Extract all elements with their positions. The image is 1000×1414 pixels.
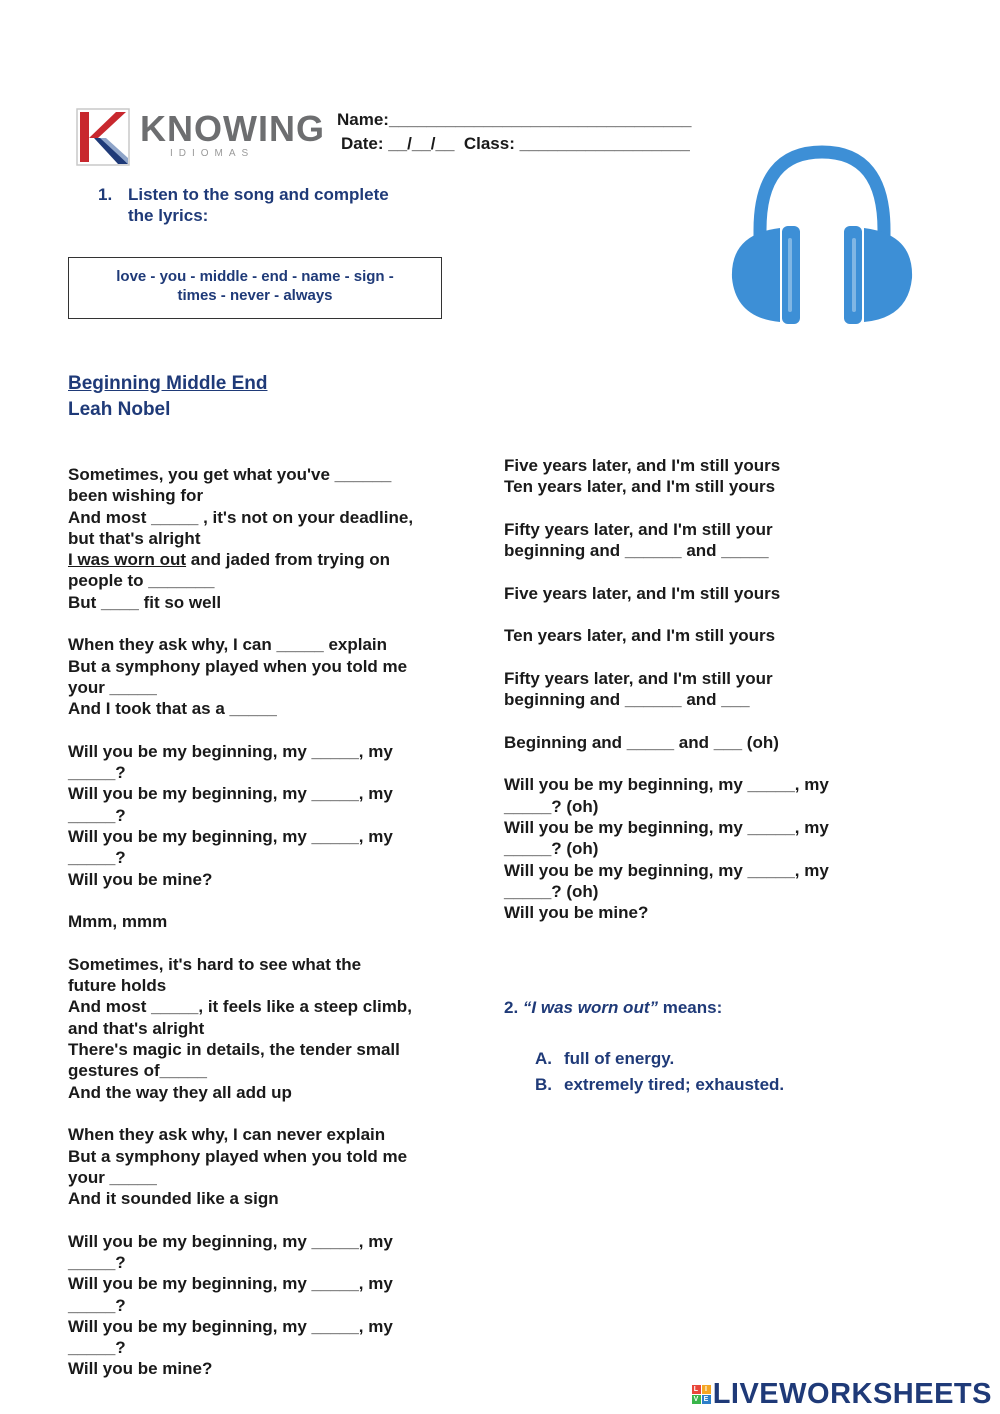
lyric-line: Fifty years later, and I'm still your: [504, 519, 773, 539]
lyric-line: Will you be mine?: [68, 1359, 213, 1379]
knowing-logo-icon: [76, 108, 130, 166]
lyric-line: _____? (oh): [504, 881, 599, 901]
lyric-line: Mmm, mmm: [68, 912, 168, 932]
underlined-phrase: I was worn out: [68, 550, 187, 570]
liveworksheets-badge-icon: L I V E: [693, 1386, 709, 1403]
option-letter: B.: [535, 1075, 552, 1094]
lyric-line: _____?: [68, 763, 126, 783]
word-bank: [68, 257, 442, 319]
lyrics-left-column: [68, 464, 458, 1380]
question-2: [504, 998, 722, 1018]
question-1-line2: the lyrics:: [128, 206, 209, 225]
song-artist: Leah Nobel: [68, 399, 171, 420]
lyric-line: _____?: [68, 1338, 126, 1358]
lyric-line: beginning and ______ and ___: [504, 690, 750, 710]
lyric-line: Sometimes, it's hard to see what the: [68, 954, 362, 974]
lyric-line: But a symphony played when you told me: [68, 656, 408, 676]
lyric-line: But a symphony played when you told me: [68, 1146, 408, 1166]
lyric-line: but that's alright: [68, 528, 201, 548]
lyric-line: And it sounded like a sign: [68, 1189, 279, 1209]
lyric-line: Beginning and _____ and ___ (oh): [504, 732, 779, 752]
lyric-line: Ten years later, and I'm still yours: [504, 477, 776, 497]
lyric-line: Five years later, and I'm still yours: [504, 456, 781, 475]
logo-subtitle: IDIOMAS: [170, 148, 255, 159]
lyric-line: _____?: [68, 805, 126, 825]
lyric-line: and that's alright: [68, 1018, 205, 1038]
date-class-field[interactable]: Date: __/__/__ Class: __________________: [341, 134, 690, 153]
option-text: extremely tired; exhausted.: [564, 1075, 785, 1094]
lyric-line: your _____: [68, 1167, 157, 1187]
lyric-line: been wishing for: [68, 486, 204, 506]
lyric-line: Will you be my beginning, my _____, my: [504, 775, 829, 795]
lyric-line: Will you be my beginning, my _____, my: [68, 741, 393, 761]
lyric-line: Will you be mine?: [68, 869, 213, 889]
liveworksheets-text: LIVEWORKSHEETS: [712, 1378, 992, 1410]
word-bank-line1: love - you - middle - end - name - sign -: [116, 268, 394, 285]
headphones-icon: [726, 142, 918, 328]
question-1-line1: Listen to the song and complete: [128, 185, 389, 204]
lyric-line: _____?: [68, 848, 126, 868]
lyric-line: Will you be my beginning, my _____, my: [504, 818, 829, 838]
lyric-line: And most _____ , it's not on your deadline,: [68, 507, 414, 527]
question-1: [98, 184, 389, 226]
lyric-line: _____?: [68, 1295, 126, 1315]
lyric-line: Will you be my beginning, my _____, my: [68, 1231, 393, 1251]
lyric-line: And I took that as a _____: [68, 699, 277, 719]
lyric-line: Five years later, and I'm still yours: [504, 583, 781, 603]
lyric-line: _____? (oh): [504, 839, 599, 859]
lyric-line: beginning and ______ and _____: [504, 541, 769, 561]
option-b[interactable]: [535, 1075, 784, 1095]
lyric-line: Will you be my beginning, my _____, my: [68, 1316, 393, 1336]
lyrics-right-column: [504, 455, 884, 924]
lyric-line: _____? (oh): [504, 796, 599, 816]
lyric-line: When they ask why, I can never explain: [68, 1125, 386, 1145]
lyric-line: Will you be my beginning, my _____, my: [68, 827, 393, 847]
lyric-line: Will you be my beginning, my _____, my: [68, 1274, 393, 1294]
question-1-number: 1.: [98, 185, 113, 204]
question-2-quote: “I was worn out”: [522, 998, 658, 1017]
lyric-line: _____?: [68, 1252, 126, 1272]
lyric-line: And the way they all add up: [68, 1082, 292, 1102]
question-2-number: 2.: [504, 998, 519, 1017]
lyric-line: Will you be my beginning, my _____, my: [504, 860, 829, 880]
lyric-line: When they ask why, I can _____ explain: [68, 635, 388, 655]
logo-wordmark: KNOWING: [140, 108, 325, 149]
lyric-line: Sometimes, you get what you've ______: [68, 465, 392, 484]
lyric-line: Ten years later, and I'm still yours: [504, 626, 776, 646]
lyric-line: But ____ fit so well: [68, 592, 222, 612]
song-title: Beginning Middle End: [68, 373, 268, 394]
word-bank-line2: times - never - always: [177, 287, 333, 304]
lyric-line: Fifty years later, and I'm still your: [504, 668, 773, 688]
option-a[interactable]: [535, 1049, 674, 1069]
lyric-line: future holds: [68, 976, 167, 996]
lyric-line-rest: and jaded from trying on: [186, 550, 391, 570]
lyric-line: your _____: [68, 677, 157, 697]
question-2-rest: means:: [657, 998, 723, 1017]
lyric-line: Will you be mine?: [504, 903, 649, 923]
lyric-line: gestures of_____: [68, 1061, 207, 1081]
option-text: full of energy.: [564, 1049, 675, 1068]
option-letter: A.: [535, 1049, 552, 1068]
lyric-line-worn-out: [68, 549, 458, 570]
lyric-line: There's magic in details, the tender small: [68, 1040, 400, 1060]
name-field[interactable]: Name:________________________________: [337, 110, 692, 129]
lyric-line: people to _______: [68, 571, 215, 591]
lyric-line: Will you be my beginning, my _____, my: [68, 784, 393, 804]
liveworksheets-watermark: [692, 1378, 992, 1411]
lyric-line: And most _____, it feels like a steep climb,: [68, 997, 412, 1017]
